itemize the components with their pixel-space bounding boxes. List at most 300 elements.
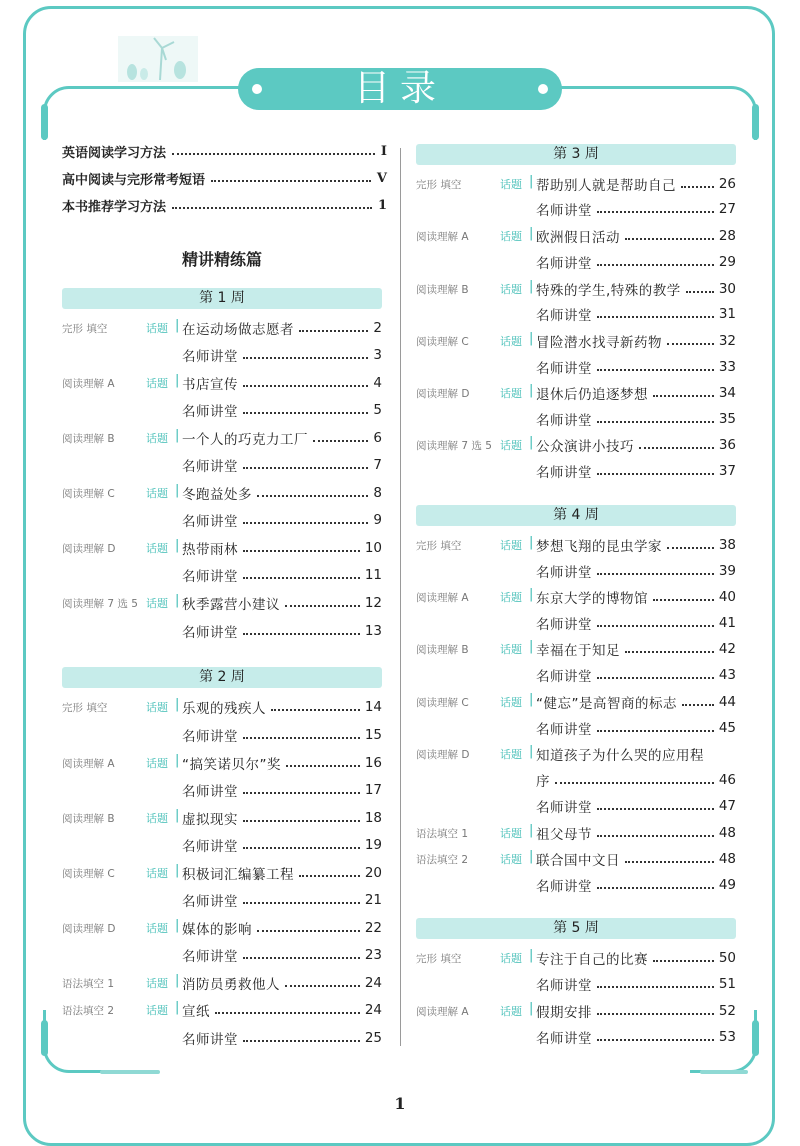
toc-entry[interactable]	[416, 822, 736, 844]
topic-separator: |	[175, 593, 180, 608]
entry-page: 3	[373, 347, 382, 363]
topic-separator: |	[529, 226, 534, 241]
dot-leader	[243, 550, 360, 552]
toc-entry[interactable]	[62, 834, 382, 856]
entry-title: 媒体的影响	[182, 922, 252, 938]
dot-leader	[243, 792, 360, 794]
windmill-trees-icon	[118, 36, 198, 82]
dot-leader	[286, 765, 360, 767]
entry-page: 4	[373, 375, 382, 391]
exercise-type: 阅读理解 D	[62, 923, 116, 935]
exercise-type: 阅读理解 D	[416, 388, 470, 400]
frame-gap-left	[34, 140, 52, 1010]
entry-page: 15	[364, 727, 382, 743]
entry-title: 东京大学的博物馆	[536, 591, 648, 607]
toc-entry[interactable]	[62, 1027, 382, 1049]
dot-leader	[299, 875, 360, 877]
entry-title: 知道孩子为什么哭的应用程	[536, 748, 704, 764]
entry-page: 5	[373, 402, 382, 418]
entry-line	[182, 509, 382, 531]
topic-tag: 话题	[146, 377, 168, 390]
toc-entry[interactable]	[62, 592, 382, 614]
entry-title: 名师讲堂	[536, 465, 592, 481]
intro-label: 英语阅读学习方法	[62, 145, 167, 161]
entry-line	[182, 537, 382, 559]
dot-leader	[285, 985, 360, 987]
exercise-type: 完形 填空	[416, 953, 462, 965]
corner-accent	[752, 104, 759, 140]
toc-entry[interactable]	[62, 482, 382, 504]
exercise-type: 阅读理解 A	[416, 231, 469, 243]
topic-separator: |	[175, 318, 180, 333]
dot-leader	[243, 577, 360, 579]
toc-entry[interactable]	[416, 173, 736, 195]
entry-title: 名师讲堂	[536, 308, 592, 324]
toc-entry[interactable]	[416, 330, 736, 352]
page-title	[238, 68, 562, 110]
intro-item[interactable]	[62, 168, 387, 188]
entry-title: 名师讲堂	[182, 894, 238, 910]
toc-entry[interactable]	[62, 999, 382, 1021]
toc-entry[interactable]	[416, 848, 736, 870]
dot-leader	[597, 730, 714, 732]
dot-leader	[215, 1012, 360, 1014]
entry-page: 16	[364, 755, 382, 771]
dot-leader	[243, 467, 368, 469]
entry-line	[182, 889, 382, 911]
dot-leader	[243, 737, 360, 739]
entry-title: 书店宣传	[182, 377, 238, 393]
dot-leader	[243, 522, 368, 524]
toc-entry[interactable]	[416, 560, 736, 582]
topic-separator: |	[175, 808, 180, 823]
topic-separator: |	[175, 538, 180, 553]
topic-separator: |	[175, 973, 180, 988]
entry-page: 28	[718, 228, 736, 244]
entry-page: 17	[364, 782, 382, 798]
entry-title: 秋季露营小建议	[182, 597, 280, 613]
entry-line	[536, 434, 736, 456]
topic-tag: 话题	[146, 922, 168, 935]
entry-line	[182, 724, 382, 746]
entry-line	[536, 848, 736, 870]
toc-entry[interactable]	[416, 1000, 736, 1022]
toc-entry[interactable]	[416, 434, 736, 456]
toc-entry[interactable]	[62, 779, 382, 801]
topic-separator: |	[175, 753, 180, 768]
week-header: 第 3 周	[416, 144, 736, 165]
intro-label: 本书推荐学习方法	[62, 199, 167, 215]
topic-separator: |	[529, 331, 534, 346]
intro-page: 1	[377, 197, 387, 213]
dot-leader	[172, 153, 375, 155]
dot-leader	[257, 930, 360, 932]
entry-title: 名师讲堂	[182, 839, 238, 855]
topic-tag: 话题	[500, 853, 522, 866]
entry-page: 30	[718, 281, 736, 297]
entry-line	[536, 460, 736, 482]
toc-entry[interactable]	[416, 947, 736, 969]
topic-tag: 话题	[500, 439, 522, 452]
toc-entry[interactable]	[62, 862, 382, 884]
entry-page: 9	[373, 512, 382, 528]
entry-title: 消防员勇救他人	[182, 977, 280, 993]
toc-entry[interactable]	[416, 278, 736, 300]
topic-tag: 话题	[146, 542, 168, 555]
entry-page: 36	[718, 437, 736, 453]
dot-leader	[257, 495, 368, 497]
toc-entry[interactable]	[416, 769, 736, 791]
entry-line	[182, 399, 382, 421]
entry-line	[536, 586, 736, 608]
topic-separator: |	[529, 174, 534, 189]
entry-title: 欧洲假日活动	[536, 230, 620, 246]
entry-line	[536, 173, 736, 195]
toc-entry[interactable]	[62, 509, 382, 531]
entry-title: 名师讲堂	[182, 459, 238, 475]
toc-entry[interactable]	[62, 427, 382, 449]
frame-gap-bottom	[110, 1064, 690, 1080]
toc-entry[interactable]	[62, 944, 382, 966]
frame-dash	[700, 1070, 748, 1074]
entry-page: 13	[364, 623, 382, 639]
toc-entry[interactable]	[416, 534, 736, 556]
entry-line	[536, 303, 736, 325]
dot-leader	[285, 605, 360, 607]
entry-title: 祖父母节	[536, 827, 592, 843]
toc-entry[interactable]	[62, 537, 382, 559]
column-divider	[400, 148, 401, 1046]
topic-separator: |	[175, 373, 180, 388]
dot-leader	[625, 651, 714, 653]
entry-line	[182, 1027, 382, 1049]
entry-page: 21	[364, 892, 382, 908]
entry-page: 40	[718, 589, 736, 605]
topic-separator: |	[175, 918, 180, 933]
title-text: 目录	[353, 68, 446, 109]
topic-separator: |	[175, 697, 180, 712]
intro-item[interactable]	[62, 195, 387, 215]
week-header: 第 5 周	[416, 918, 736, 939]
toc-entry[interactable]	[62, 696, 382, 718]
dot-leader	[681, 186, 714, 188]
entry-page: 27	[718, 201, 736, 217]
toc-entry[interactable]	[416, 225, 736, 247]
exercise-type: 阅读理解 A	[416, 1006, 469, 1018]
entry-title: 名师讲堂	[536, 722, 592, 738]
topic-separator: |	[529, 435, 534, 450]
toc-entry[interactable]	[416, 612, 736, 634]
entry-page: 49	[718, 877, 736, 893]
entry-title: 名师讲堂	[536, 879, 592, 895]
exercise-type: 完形 填空	[62, 702, 108, 714]
entry-page: 12	[364, 595, 382, 611]
toc-entry[interactable]	[62, 372, 382, 394]
topic-tag: 话题	[500, 591, 522, 604]
topic-tag: 话题	[146, 1004, 168, 1017]
entry-title: 在运动场做志愿者	[182, 322, 294, 338]
entry-line	[536, 717, 736, 739]
exercise-type: 语法填空 1	[62, 978, 115, 990]
entry-line	[536, 822, 736, 844]
section-heading: 精讲精练篇	[181, 250, 262, 269]
exercise-type: 阅读理解 A	[62, 758, 115, 770]
topic-tag: 话题	[500, 230, 522, 243]
toc-entry[interactable]	[62, 807, 382, 829]
toc-entry[interactable]	[416, 382, 736, 404]
toc-entry[interactable]	[416, 198, 736, 220]
entry-line	[536, 560, 736, 582]
toc-entry[interactable]	[416, 408, 736, 430]
entry-page: 37	[718, 463, 736, 479]
entry-page: 22	[364, 920, 382, 936]
entry-line	[536, 947, 736, 969]
exercise-type: 阅读理解 C	[62, 868, 115, 880]
dot-leader	[597, 1039, 714, 1041]
dot-leader	[625, 238, 714, 240]
exercise-type: 完形 填空	[416, 540, 462, 552]
entry-page: 41	[718, 615, 736, 631]
entry-title: 名师讲堂	[536, 669, 592, 685]
dot-leader	[625, 861, 714, 863]
topic-separator: |	[529, 279, 534, 294]
toc-entry[interactable]	[62, 317, 382, 339]
entry-page: 32	[718, 333, 736, 349]
topic-tag: 话题	[146, 757, 168, 770]
entry-title: 公众演讲小技巧	[536, 439, 634, 455]
topic-tag: 话题	[500, 335, 522, 348]
dot-leader	[211, 180, 371, 182]
toc-entry[interactable]	[62, 564, 382, 586]
dot-leader	[243, 385, 368, 387]
exercise-type: 阅读理解 B	[416, 284, 469, 296]
toc-entry[interactable]	[416, 638, 736, 660]
topic-tag: 话题	[146, 812, 168, 825]
frame-dash	[100, 1070, 160, 1074]
exercise-type: 阅读理解 C	[416, 697, 469, 709]
entry-title: 联合国中文日	[536, 853, 620, 869]
toc-entry[interactable]	[416, 691, 736, 713]
entry-page: 33	[718, 359, 736, 375]
topic-separator: |	[529, 692, 534, 707]
toc-entry[interactable]	[62, 399, 382, 421]
entry-page: 19	[364, 837, 382, 853]
entry-line	[182, 344, 382, 366]
topic-separator: |	[175, 428, 180, 443]
dot-leader	[597, 473, 714, 475]
topic-separator: |	[529, 744, 534, 759]
intro-item[interactable]	[62, 141, 387, 161]
banner-dot	[538, 84, 548, 94]
entry-line	[182, 999, 382, 1021]
toc-entry[interactable]	[416, 973, 736, 995]
toc-entry[interactable]	[416, 1026, 736, 1048]
dot-leader	[667, 343, 714, 345]
toc-entry[interactable]	[62, 972, 382, 994]
toc-entry[interactable]	[416, 743, 736, 765]
topic-tag: 话题	[146, 701, 168, 714]
entry-line	[536, 278, 736, 300]
entry-page: 14	[364, 699, 382, 715]
exercise-type: 阅读理解 B	[62, 813, 115, 825]
exercise-type: 阅读理解 7 选 5	[416, 440, 492, 452]
entry-line	[182, 917, 382, 939]
entry-line	[536, 198, 736, 220]
dot-leader	[667, 547, 714, 549]
topic-tag: 话题	[500, 1005, 522, 1018]
entry-line	[536, 330, 736, 352]
dot-leader	[597, 1013, 714, 1015]
entry-title: 积极词汇编纂工程	[182, 867, 294, 883]
topic-tag: 话题	[500, 283, 522, 296]
toc-entry[interactable]	[416, 874, 736, 896]
entry-page: 29	[718, 254, 736, 270]
entry-line	[536, 382, 736, 404]
entry-page: 6	[373, 430, 382, 446]
entry-line	[182, 779, 382, 801]
entry-page: 8	[373, 485, 382, 501]
dot-leader	[597, 887, 714, 889]
topic-separator: |	[175, 863, 180, 878]
dot-leader	[243, 1040, 360, 1042]
dot-leader	[172, 207, 372, 209]
toc-entry[interactable]	[62, 889, 382, 911]
entry-title: 名师讲堂	[182, 1032, 238, 1048]
entry-title: 假期安排	[536, 1005, 592, 1021]
topic-tag: 话题	[500, 696, 522, 709]
entry-page: 43	[718, 667, 736, 683]
topic-separator: |	[529, 587, 534, 602]
entry-title: 名师讲堂	[182, 514, 238, 530]
entry-line	[182, 807, 382, 829]
corner-accent	[41, 104, 48, 140]
entry-page: 35	[718, 411, 736, 427]
toc-entry[interactable]	[416, 795, 736, 817]
dot-leader	[597, 677, 714, 679]
dot-leader	[597, 625, 714, 627]
toc-entry[interactable]	[416, 460, 736, 482]
entry-line	[182, 862, 382, 884]
dot-leader	[597, 573, 714, 575]
dot-leader	[597, 421, 714, 423]
entry-line	[182, 564, 382, 586]
toc-entry[interactable]	[416, 717, 736, 739]
exercise-type: 完形 填空	[62, 323, 108, 335]
week-header: 第 4 周	[416, 505, 736, 526]
entry-title: 乐观的残疾人	[182, 701, 266, 717]
toc-entry[interactable]	[62, 752, 382, 774]
entry-title: 梦想飞翔的昆虫学家	[536, 539, 662, 555]
entry-line	[536, 1026, 736, 1048]
dot-leader	[555, 782, 714, 784]
entry-line	[536, 638, 736, 660]
dot-leader	[243, 820, 360, 822]
dot-leader	[271, 709, 360, 711]
dot-leader	[686, 291, 714, 293]
entry-page: 20	[364, 865, 382, 881]
toc-entry[interactable]	[62, 344, 382, 366]
topic-separator: |	[529, 849, 534, 864]
entry-page: 7	[373, 457, 382, 473]
exercise-type: 语法填空 2	[62, 1005, 115, 1017]
entry-title: 名师讲堂	[536, 1031, 592, 1047]
entry-page: 44	[718, 694, 736, 710]
entry-line	[536, 743, 736, 765]
toc-entry[interactable]	[416, 356, 736, 378]
entry-title: 名师讲堂	[182, 404, 238, 420]
dot-leader	[243, 902, 360, 904]
entry-title: 退休后仍追逐梦想	[536, 387, 648, 403]
toc-entry[interactable]	[62, 620, 382, 642]
exercise-type: 阅读理解 7 选 5	[62, 598, 138, 610]
entry-line	[182, 752, 382, 774]
topic-tag: 话题	[500, 387, 522, 400]
entry-title: 冒险潜水找寻新药物	[536, 335, 662, 351]
toc-entry[interactable]	[62, 724, 382, 746]
intro-page: I	[380, 143, 387, 159]
entry-title: 名师讲堂	[182, 569, 238, 585]
dot-leader	[597, 211, 714, 213]
dot-leader	[653, 395, 714, 397]
entry-page: 24	[364, 975, 382, 991]
topic-tag: 话题	[500, 539, 522, 552]
dot-leader	[597, 835, 714, 837]
entry-line	[536, 612, 736, 634]
entry-title: 冬跑益处多	[182, 487, 252, 503]
dot-leader	[243, 633, 360, 635]
exercise-type: 阅读理解 D	[416, 749, 470, 761]
entry-line	[536, 356, 736, 378]
topic-separator: |	[529, 823, 534, 838]
dot-leader	[653, 599, 714, 601]
exercise-type: 阅读理解 A	[416, 592, 469, 604]
toc-entry[interactable]	[416, 303, 736, 325]
topic-tag: 话题	[146, 487, 168, 500]
dot-leader	[653, 960, 714, 962]
entry-line	[536, 664, 736, 686]
exercise-type: 阅读理解 C	[62, 488, 115, 500]
toc-entry[interactable]	[416, 664, 736, 686]
toc-entry[interactable]	[416, 586, 736, 608]
entry-title: 名师讲堂	[536, 413, 592, 429]
entry-page: 48	[718, 851, 736, 867]
entry-title: 专注于自己的比赛	[536, 952, 648, 968]
page-number: 1	[394, 1094, 406, 1113]
dot-leader	[597, 986, 714, 988]
entry-title: 序	[536, 774, 550, 790]
entry-title: 热带雨林	[182, 542, 238, 558]
entry-page: 51	[718, 976, 736, 992]
entry-line	[536, 769, 736, 791]
toc-entry[interactable]	[62, 917, 382, 939]
topic-separator: |	[175, 483, 180, 498]
corner-accent	[752, 1020, 759, 1056]
intro-page: V	[376, 170, 387, 186]
dot-leader	[299, 330, 368, 332]
entry-line	[536, 225, 736, 247]
topic-tag: 话题	[146, 322, 168, 335]
topic-separator: |	[529, 639, 534, 654]
week-header: 第 1 周	[62, 288, 382, 309]
exercise-type: 阅读理解 B	[416, 644, 469, 656]
week-header: 第 2 周	[62, 667, 382, 688]
entry-line	[536, 1000, 736, 1022]
exercise-type: 阅读理解 C	[416, 336, 469, 348]
toc-entry[interactable]	[416, 251, 736, 273]
entry-page: 25	[364, 1030, 382, 1046]
toc-entry[interactable]	[62, 454, 382, 476]
entry-title: 名师讲堂	[536, 361, 592, 377]
